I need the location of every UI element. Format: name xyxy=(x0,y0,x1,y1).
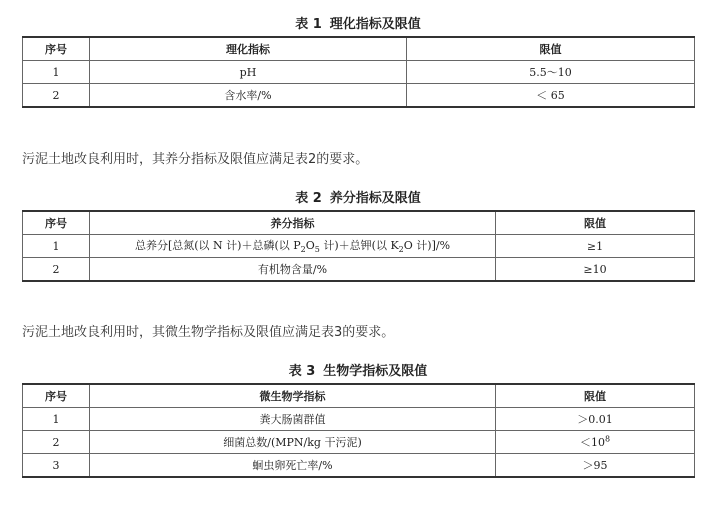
table-2-grid xyxy=(22,210,695,282)
table-row xyxy=(23,258,695,282)
table-3-title: 生物学指标及限值 xyxy=(323,364,428,379)
table-row xyxy=(23,235,695,258)
cell-limit: ≥1 xyxy=(496,235,695,258)
paragraph-2: 污泥土地改良利用时，其微生物学指标及限值应满足表3的要求。 xyxy=(22,325,395,340)
table-row xyxy=(23,61,695,84)
table-header-row xyxy=(23,37,695,61)
table-3-label: 表 3 xyxy=(288,364,316,379)
table-1-grid xyxy=(22,36,695,108)
cell-no: 2 xyxy=(23,258,90,282)
table-row xyxy=(23,454,695,478)
table-header-row xyxy=(23,384,695,408)
table-2 xyxy=(22,188,694,282)
cell-no: 1 xyxy=(23,61,90,84)
cell-limit: ＞0.01 xyxy=(496,408,695,431)
header-indicator: 微生物学指标 xyxy=(90,384,496,408)
cell-no: 3 xyxy=(23,454,90,478)
cell-indicator: 有机物含量/% xyxy=(90,258,496,282)
cell-no: 2 xyxy=(23,84,90,108)
table-3 xyxy=(22,361,694,478)
header-no: 序号 xyxy=(23,384,90,408)
cell-limit: $<10^8$ xyxy=(496,431,695,454)
cell-limit: ≥10 xyxy=(496,258,695,282)
table-1-title: 理化指标及限值 xyxy=(329,17,421,32)
cell-no: 1 xyxy=(23,235,90,258)
table-row xyxy=(23,408,695,431)
cell-limit: 5.5～10 xyxy=(407,61,695,84)
cell-indicator: 总养分[总氮(以 N 计)＋总磷(以 $P_2O_5$ 计)＋总钾(以 $K_2O$ 计)]/% xyxy=(90,235,496,258)
table-row xyxy=(23,84,695,108)
header-indicator: 理化指标 xyxy=(90,37,407,61)
cell-indicator: 细菌总数/(MPN/kg 干污泥) xyxy=(90,431,496,454)
cell-no: 1 xyxy=(23,408,90,431)
table-row xyxy=(23,431,695,454)
table-2-caption xyxy=(22,188,694,210)
table-1 xyxy=(22,14,694,108)
header-no: 序号 xyxy=(23,211,90,235)
table-1-caption xyxy=(22,14,694,36)
cell-indicator: 粪大肠菌群值 xyxy=(90,408,496,431)
header-indicator: 养分指标 xyxy=(90,211,496,235)
header-limit: 限值 xyxy=(496,384,695,408)
table-header-row xyxy=(23,211,695,235)
cell-indicator: 蛔虫卵死亡率/% xyxy=(90,454,496,478)
cell-indicator: 含水率/% xyxy=(90,84,407,108)
table-2-title: 养分指标及限值 xyxy=(329,191,421,206)
table-3-grid xyxy=(22,383,695,478)
cell-limit: ＞95 xyxy=(496,454,695,478)
header-no: 序号 xyxy=(23,37,90,61)
cell-indicator: pH xyxy=(90,61,407,84)
cell-limit: ＜ 65 xyxy=(407,84,695,108)
table-3-caption xyxy=(22,361,694,383)
header-limit: 限值 xyxy=(496,211,695,235)
paragraph-1: 污泥土地改良利用时，其养分指标及限值应满足表2的要求。 xyxy=(22,152,369,167)
header-limit: 限值 xyxy=(407,37,695,61)
table-1-label: 表 1 xyxy=(295,17,322,32)
table-2-label: 表 2 xyxy=(295,191,322,206)
cell-no: 2 xyxy=(23,431,90,454)
